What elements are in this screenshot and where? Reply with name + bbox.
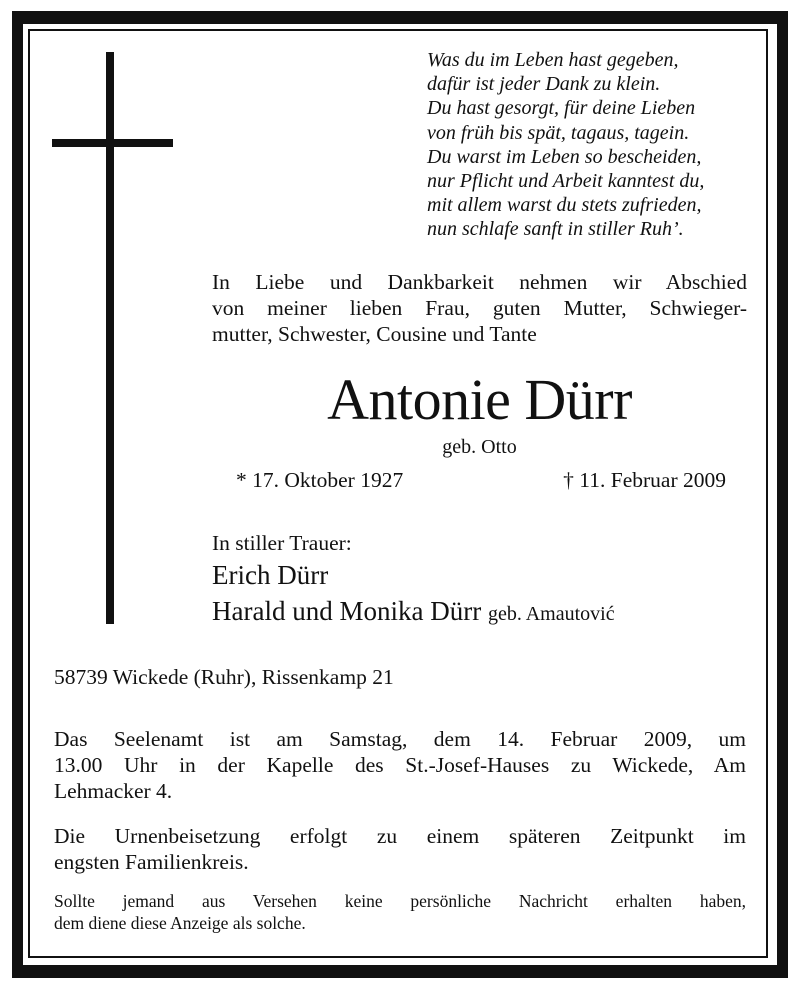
- address: 58739 Wickede (Ruhr), Rissenkamp 21: [54, 665, 394, 689]
- poem-line: Was du im Leben hast gegeben,: [427, 49, 679, 71]
- urn-paragraph: [54, 823, 746, 875]
- requiem-line: Das Seelenamt ist am Samstag, dem 14. Februar 2009, um: [54, 727, 746, 751]
- requiem-line: 13.00 Uhr in der Kapelle des St.-Josef-Hauses zu Wickede, Am: [54, 753, 746, 777]
- intro-text: [212, 269, 747, 347]
- notice-line: dem diene diese Anzeige als solche.: [54, 913, 306, 933]
- intro-line: mutter, Schwester, Cousine und Tante: [212, 322, 537, 346]
- poem-line: nun schlafe sanft in stiller Ruh’.: [427, 218, 684, 241]
- urn-line: engsten Familienkreis.: [54, 850, 249, 874]
- cross-vertical-bar: [106, 52, 114, 624]
- cross-horizontal-bar: [52, 139, 173, 147]
- intro-line: von meiner lieben Frau, guten Mutter, Schwieger-: [212, 296, 747, 320]
- notice-line: Sollte jemand aus Versehen keine persönliche Nachricht erhalten haben,: [54, 891, 746, 911]
- mourner-2-nee: geb. Amautović: [487, 603, 615, 625]
- poem-line: mit allem warst du stets zufrieden,: [427, 194, 702, 217]
- mourner-2-names: Harald und Monika Dürr: [212, 596, 482, 626]
- intro-line: In Liebe und Dankbarkeit nehmen wir Abschied: [212, 270, 747, 294]
- birth-date: * 17. Oktober 1927: [236, 468, 404, 492]
- notice-paragraph: [54, 890, 746, 934]
- poem-line: Du hast gesorgt, für deine Lieben: [427, 97, 696, 120]
- poem-line: dafür ist jeder Dank zu klein.: [427, 73, 661, 96]
- urn-line: Die Urnenbeisetzung erfolgt zu einem späteren Zeitpunkt im: [54, 824, 746, 848]
- deceased-name: Antonie Dürr: [327, 367, 632, 432]
- poem-line: Du warst im Leben so bescheiden,: [427, 145, 702, 168]
- mourner-1: Erich Dürr: [212, 560, 329, 590]
- death-date: † 11. Februar 2009: [563, 468, 726, 492]
- poem: [427, 48, 767, 242]
- mourner-2: [212, 593, 752, 632]
- requiem-paragraph: [54, 726, 746, 804]
- poem-line: von früh bis spät, tagaus, tagein.: [427, 121, 690, 144]
- birth-name: geb. Otto: [442, 436, 517, 458]
- mourners: [212, 529, 752, 632]
- poem-line: nur Pflicht und Arbeit kanntest du,: [427, 170, 705, 193]
- requiem-line: Lehmacker 4.: [54, 779, 173, 803]
- mourners-label: In stiller Trauer:: [212, 531, 352, 555]
